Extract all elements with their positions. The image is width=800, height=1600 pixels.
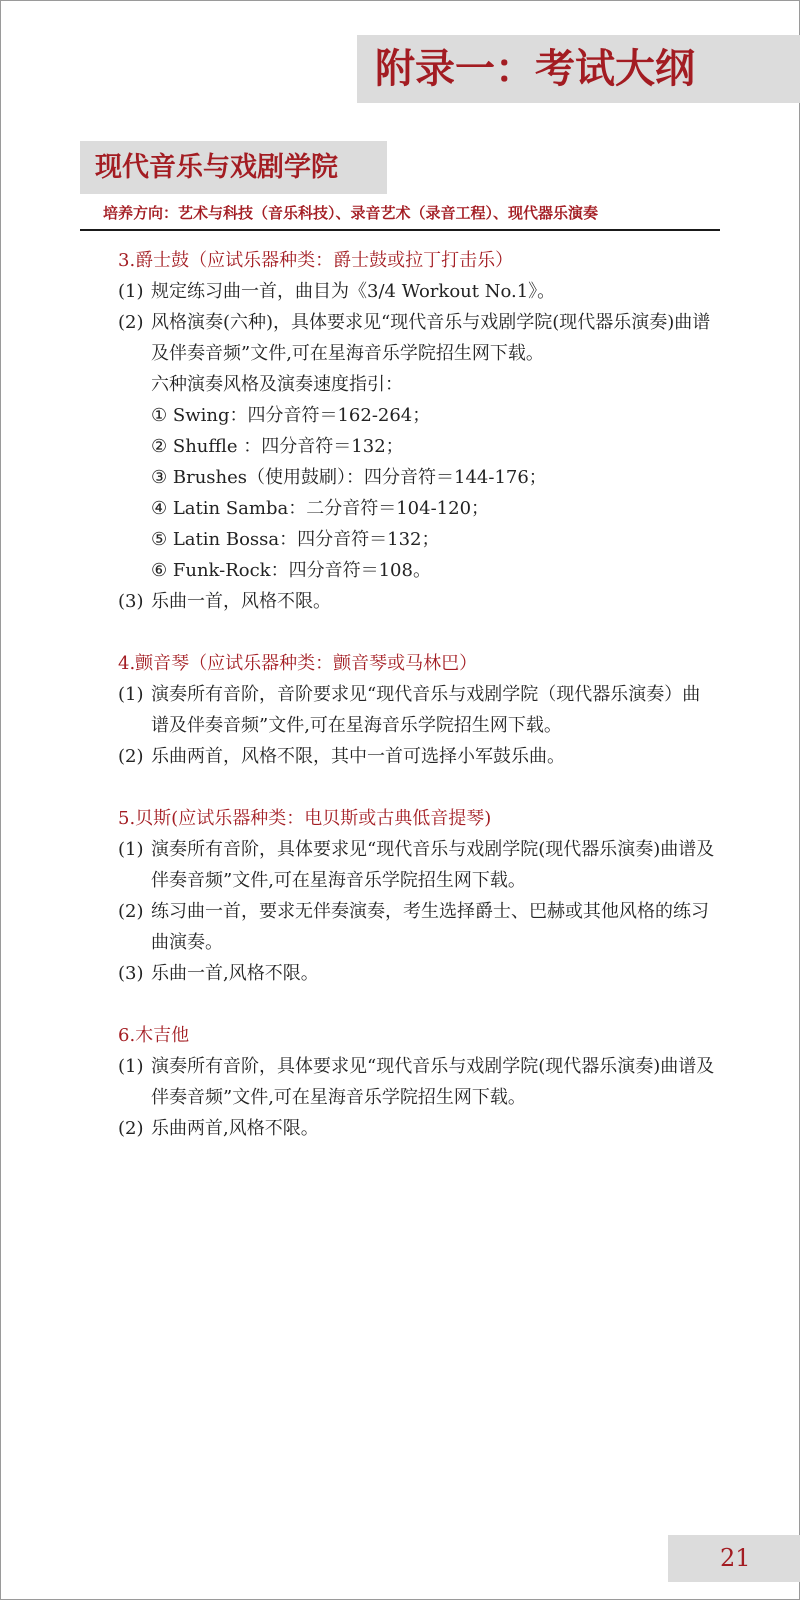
item-number: (3) [118,591,144,612]
list-item [118,307,718,369]
section-title-acoustic-guitar: 6.木吉他 [118,1025,190,1046]
item-number: (2) [118,901,144,922]
item-text: 风格演奏(六种)，具体要求见“现代音乐与戏剧学院(现代器乐演奏)曲谱及伴奏音频”文件,可在星海音乐学院招生网下载。 [151,312,711,364]
item-text: 乐曲两首，风格不限，其中一首可选择小军鼓乐曲。 [151,746,565,767]
item-text: 练习曲一首，要求无伴奏演奏，考生选择爵士、巴赫或其他风格的练习曲演奏。 [151,901,709,953]
item-text: 规定练习曲一首，曲目为《3/4 Workout No.1》。 [151,281,556,302]
item-number: (2) [118,312,144,333]
section-title-drums: 3.爵士鼓（应试乐器种类：爵士鼓或拉丁打击乐） [118,250,514,271]
item-number: (2) [118,1118,144,1139]
item-number: (2) [118,746,144,767]
list-item [118,1113,718,1144]
page-number: 21 [668,1535,800,1582]
exam-outline [118,245,718,1144]
style-item: ② Shuffle ：四分音符＝132； [151,436,404,457]
header-divider [80,229,720,231]
college-title: 现代音乐与戏剧学院 [80,141,387,194]
list-item [118,834,718,896]
item-number: (1) [118,281,144,302]
style-list [118,369,718,586]
style-item: ③ Brushes（使用鼓刷）：四分音符＝144-176； [151,467,547,488]
style-item: ① Swing：四分音符＝162-264； [151,405,431,426]
appendix-title: 附录一：考试大纲 [357,35,800,103]
item-number: (1) [118,1056,144,1077]
item-number: (1) [118,684,144,705]
list-item [118,741,718,772]
section-title-vibraphone: 4.颤音琴（应试乐器种类：颤音琴或马林巴） [118,653,478,674]
item-text: 乐曲一首，风格不限。 [151,591,331,612]
list-item [118,679,718,741]
spacer [118,617,718,648]
style-item: ⑤ Latin Bossa：四分音符＝132； [151,529,440,550]
list-item [118,958,718,989]
training-direction: 培养方向：艺术与科技（音乐科技）、录音艺术（录音工程）、现代器乐演奏 [103,204,599,222]
styles-intro: 六种演奏风格及演奏速度指引： [151,374,403,395]
spacer [118,772,718,803]
list-item [118,586,718,617]
section-title-bass: 5.贝斯(应试乐器种类：电贝斯或古典低音提琴) [118,808,492,829]
list-item [118,896,718,958]
list-item [118,276,718,307]
item-text: 演奏所有音阶，具体要求见“现代音乐与戏剧学院(现代器乐演奏)曲谱及伴奏音频”文件,可在星海音乐学院招生网下载。 [151,1056,715,1108]
item-number: (3) [118,963,144,984]
style-item: ⑥ Funk-Rock：四分音符＝108。 [151,560,431,581]
list-item [118,1051,718,1113]
item-text: 乐曲一首,风格不限。 [151,963,319,984]
item-text: 演奏所有音阶，音阶要求见“现代音乐与戏剧学院（现代器乐演奏）曲谱及伴奏音频”文件,可在星海音乐学院招生网下载。 [151,684,701,736]
item-text: 演奏所有音阶，具体要求见“现代音乐与戏剧学院(现代器乐演奏)曲谱及伴奏音频”文件,可在星海音乐学院招生网下载。 [151,839,715,891]
style-item: ④ Latin Samba：二分音符＝104-120； [151,498,490,519]
spacer [118,989,718,1020]
item-text: 乐曲两首,风格不限。 [151,1118,319,1139]
item-number: (1) [118,839,144,860]
